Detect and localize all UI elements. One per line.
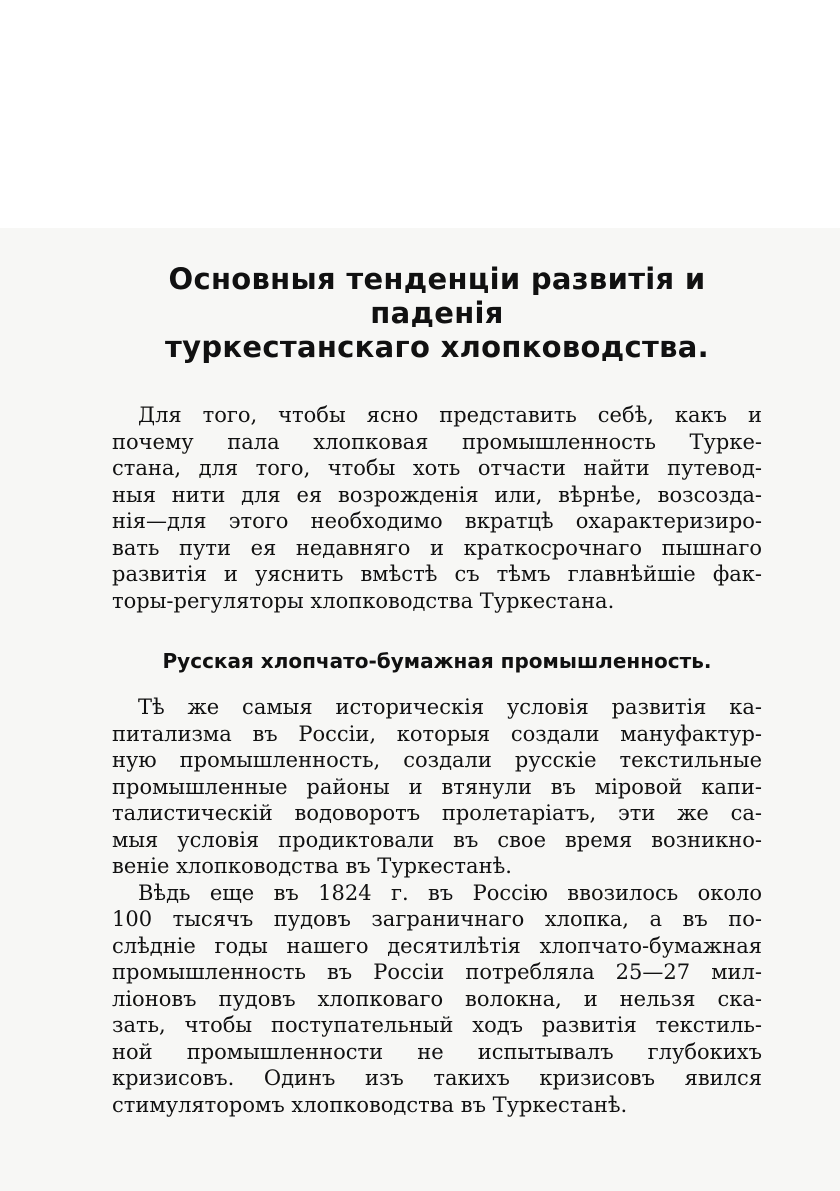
- para1-line: мыя условія продиктовали въ свое время возникно-: [112, 827, 762, 852]
- para2-line: ной промышленности не испытывалъ глубокихъ: [112, 1039, 762, 1064]
- intro-line: ныя нити для ея возрожденія или, вѣрнѣе, возсозда-: [112, 482, 762, 507]
- intro-line: вать пути ея недавняго и краткосрочнаго пышнаго: [112, 535, 762, 560]
- section-heading: Русская хлопчато-бумажная промышленность.: [162, 649, 712, 673]
- para2-line: промышленность въ Россіи потребляла 25—27 мил-: [112, 960, 762, 984]
- para2-line: кризисовъ. Одинъ изъ такихъ кризисовъ явился: [112, 1066, 762, 1090]
- intro-line: почему пала хлопковая промышленность Турке-: [112, 429, 762, 454]
- page-title: [112, 262, 762, 364]
- para1-line: ную промышленность, создали русскіе текстильные: [112, 748, 762, 772]
- para1-line: промышленные районы и втянули въ міровой капи-: [112, 774, 762, 799]
- title-line-2: туркестанскаго хлопководства.: [165, 330, 709, 364]
- para1-line: талистическій водоворотъ пролетаріатъ, эти же са-: [112, 801, 762, 825]
- title-line-1: Основныя тенденціи развитія и паденія: [168, 262, 706, 330]
- para2-line: слѣдніе годы нашего десятилѣтія хлопчато-бумажная: [112, 933, 762, 958]
- para2-line: Вѣдь еще въ 1824 г. въ Россію ввозилось около: [138, 880, 762, 905]
- para1-line: питализма въ Россіи, которыя создали мануфактур-: [112, 721, 762, 746]
- page-top-margin: [0, 0, 840, 228]
- intro-line: стана, для того, чтобы хоть отчасти найти путевод-: [112, 456, 762, 480]
- text-block: [112, 262, 762, 1118]
- body-paragraph-1: [112, 694, 762, 880]
- para1-line: Тѣ же самыя историческія условія развитія ка-: [138, 695, 762, 719]
- body-paragraph-2: [112, 880, 762, 1119]
- intro-paragraph: [112, 402, 762, 614]
- para2-line: зать, чтобы поступательный ходъ развитія текстиль-: [112, 1013, 762, 1037]
- para2-line: 100 тысячъ пудовъ заграничнаго хлопка, а въ по-: [112, 907, 762, 931]
- para1-line: веніе хлопководства въ Туркестанѣ.: [112, 854, 512, 878]
- intro-line: Для того, чтобы ясно представить себѣ, какъ и: [138, 403, 762, 427]
- para2-line: ліоновъ пудовъ хлопковаго волокна, и нельзя ска-: [112, 986, 762, 1011]
- para2-line: стимуляторомъ хлопководства въ Туркестанѣ.: [112, 1092, 628, 1117]
- intro-line: нія—для этого необходимо вкратцѣ охарактеризиро-: [112, 509, 762, 533]
- intro-line: торы-регуляторы хлопководства Туркестана.: [112, 588, 615, 613]
- intro-line: развитія и уяснить вмѣстѣ съ тѣмъ главнѣйшіе фак-: [112, 562, 762, 586]
